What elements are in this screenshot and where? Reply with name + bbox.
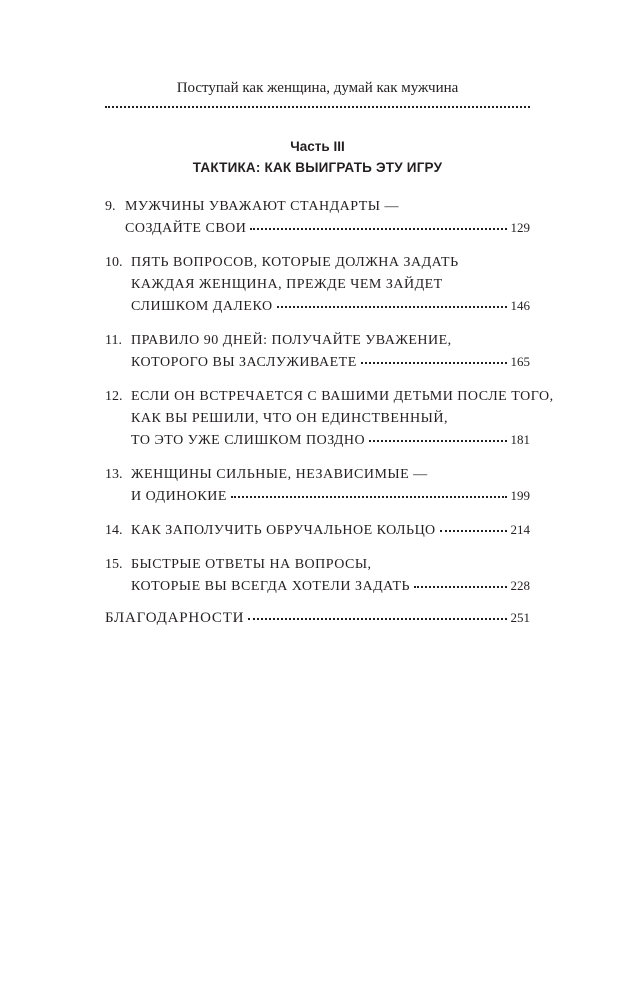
toc-entry-11[interactable] [105,330,530,374]
toc-entry-number: 10. [105,255,123,270]
toc-entry-line: КОТОРЫЕ ВЫ ВСЕГДА ХОТЕЛИ ЗАДАТЬ [131,579,411,594]
toc-entry-12[interactable] [105,386,554,452]
toc-entry-line: БЫСТРЫЕ ОТВЕТЫ НА ВОПРОСЫ, [131,557,372,572]
toc-entry-number: 9. [105,199,116,214]
toc-entry-number: 11. [105,333,122,348]
table-of-contents [105,196,554,627]
toc-entry-9[interactable] [105,196,530,240]
page-number: 214 [510,522,530,537]
toc-entry-number: 13. [105,467,123,482]
dot-leader [277,305,507,308]
toc-entry-line: ПРАВИЛО 90 ДНЕЙ: ПОЛУЧАЙТЕ УВАЖЕНИЕ, [131,333,452,348]
dot-leader [369,439,506,442]
page-number: 165 [510,354,530,369]
toc-entry-line: ПЯТЬ ВОПРОСОВ, КОТОРЫЕ ДОЛЖНА ЗАДАТЬ [131,255,459,270]
toc-entry-line: ТО ЭТО УЖЕ СЛИШКОМ ПОЗДНО [131,433,366,448]
dot-leader [250,227,506,230]
page-number: 129 [510,220,530,235]
dot-leader [248,617,506,620]
toc-entry-line: ЕСЛИ ОН ВСТРЕЧАЕТСЯ С ВАШИМИ ДЕТЬМИ ПОСЛЕ ТОГО, [131,389,554,404]
page-number: 228 [510,578,530,593]
page-number: 251 [510,610,530,625]
running-title: Поступай как женщина, думай как мужчина [176,80,459,96]
toc-entry-line: СЛИШКОМ ДАЛЕКО [131,299,273,314]
dot-leader [231,495,507,498]
part-title: ТАКТИКА: КАК ВЫИГРАТЬ ЭТУ ИГРУ [192,160,443,175]
dot-leader [361,361,507,364]
toc-entry-line: КАЖДАЯ ЖЕНЩИНА, ПРЕЖДЕ ЧЕМ ЗАЙДЕТ [131,277,443,292]
page-number: 181 [510,432,530,447]
toc-entry-14[interactable] [105,520,530,542]
toc-entry-acknowledgements[interactable] [105,610,530,627]
toc-entry-13[interactable] [105,464,530,508]
toc-entry-10[interactable] [105,252,530,318]
dot-leader [414,585,506,588]
part-number: Часть III [290,139,345,154]
toc-entry-15[interactable] [105,554,530,598]
toc-entry-line: СОЗДАЙТЕ СВОИ [125,221,247,236]
page-number: 199 [510,488,530,503]
acknowledgements-title: БЛАГОДАРНОСТИ [105,610,245,626]
page-number: 146 [510,298,530,313]
toc-entry-line: КОТОРОГО ВЫ ЗАСЛУЖИВАЕТЕ [131,355,357,370]
toc-entry-line: МУЖЧИНЫ УВАЖАЮТ СТАНДАРТЫ — [125,199,399,214]
toc-entry-line: КАК ВЫ РЕШИЛИ, ЧТО ОН ЕДИНСТВЕННЫЙ, [131,411,448,426]
dot-leader [440,529,507,532]
toc-entry-number: 12. [105,389,123,404]
dotted-divider [105,106,530,108]
toc-entry-line: ЖЕНЩИНЫ СИЛЬНЫЕ, НЕЗАВИСИМЫЕ — [131,467,428,482]
toc-entry-line: И ОДИНОКИЕ [131,489,227,504]
toc-entry-number: 15. [105,557,123,572]
toc-entry-number: 14. [105,523,123,538]
toc-entry-line: КАК ЗАПОЛУЧИТЬ ОБРУЧАЛЬНОЕ КОЛЬЦО [131,523,436,538]
